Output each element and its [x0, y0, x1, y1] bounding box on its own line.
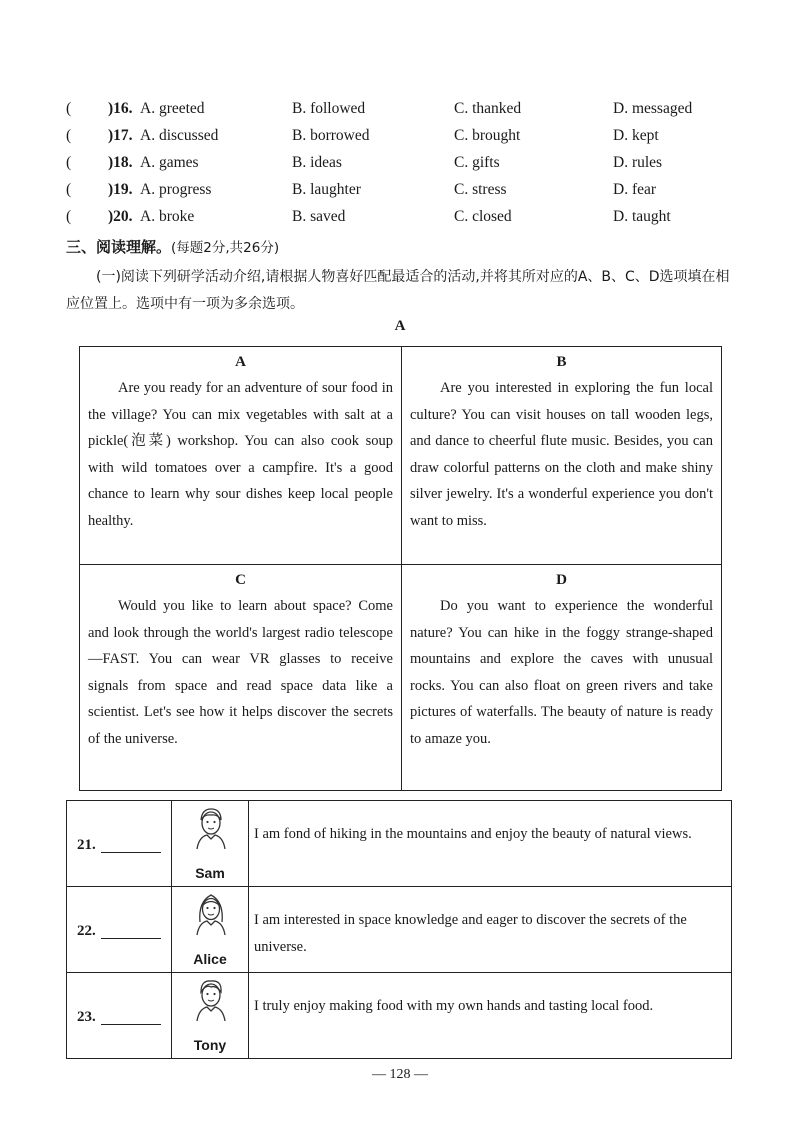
page-number: — 128 — [372, 1067, 428, 1082]
person-name: Tony [193, 1037, 227, 1053]
activity-a [80, 347, 402, 565]
section-title: 三、阅读理解。 [66, 238, 172, 256]
option-c: C. closed [454, 208, 512, 225]
person-cell [172, 801, 249, 886]
option-d: D. rules [613, 154, 663, 171]
activity-text: Are you ready for an adventure of sour food in the village? You can mix vegetables with salt at a pickle(泡菜) workshop. You can also cook soup with wild tomatoes over a campfire. It's a good chance to learn why sour dishes keep local people healthy. [88, 380, 393, 529]
activity-label: D [556, 572, 567, 588]
question-number: )17. [108, 127, 133, 144]
person-name: Sam [195, 865, 225, 881]
option-a: A. games [140, 154, 199, 171]
activity-b [402, 347, 721, 565]
activity-label: C [235, 572, 246, 588]
person-cell [172, 887, 249, 972]
boy-avatar-icon [194, 806, 228, 850]
option-c: C. thanked [454, 100, 522, 117]
question-number: 22. [77, 923, 96, 939]
option-a: A. discussed [140, 127, 219, 144]
option-row-16 [66, 97, 746, 124]
option-b: B. followed [292, 100, 366, 117]
option-c: C. brought [454, 127, 521, 144]
option-b: B. borrowed [292, 127, 370, 144]
option-c: C. gifts [454, 154, 500, 171]
boy-avatar-icon [194, 978, 228, 1022]
answer-paren[interactable]: ( [66, 127, 72, 144]
matching-table [66, 800, 732, 1059]
option-a: A. broke [140, 208, 195, 225]
answer-paren[interactable]: ( [66, 181, 72, 198]
option-d: D. fear [613, 181, 657, 198]
option-a: A. greeted [140, 100, 205, 117]
match-row-22 [67, 887, 731, 973]
answer-blank[interactable] [101, 852, 161, 853]
person-statement: I am fond of hiking in the mountains and enjoy the beauty of natural views. [254, 826, 692, 842]
option-d: D. messaged [613, 100, 693, 117]
section-heading [66, 236, 279, 257]
instructions: (一)阅读下列研学活动介绍,请根据人物喜好匹配最适合的活动,并将其所对应的A、B、C、D选项填在相应位置上。选项中有一项为多余选项。 [66, 269, 730, 312]
option-a: A. progress [140, 181, 212, 198]
person-statement: I truly enjoy making food with my own hands and tasting local food. [254, 998, 654, 1014]
person-cell [172, 973, 249, 1058]
activity-text: Do you want to experience the wonderful nature? You can hike in the foggy strange-shaped mountains and explore the caves with unusual rocks. You can also float on green rivers and take pictures of waterfalls. The beauty of nature is ready to amaze you. [410, 598, 713, 747]
activity-label: B [556, 354, 567, 370]
option-row-19 [66, 178, 746, 205]
option-d: D. kept [613, 127, 659, 144]
girl-avatar-icon [194, 892, 228, 936]
question-number: )16. [108, 100, 133, 117]
question-number: 21. [77, 837, 96, 853]
answer-blank[interactable] [101, 1024, 161, 1025]
activity-text: Would you like to learn about space? Come and look through the world's largest radio telescope—FAST. You can wear VR glasses to receive signals from space and read space data like a scientist. Let's see how it helps discover the secrets of the universe. [88, 598, 393, 747]
option-c: C. stress [454, 181, 507, 198]
option-row-18 [66, 151, 746, 178]
option-b: B. ideas [292, 154, 342, 171]
answer-cell [67, 887, 172, 972]
question-number: 23. [77, 1009, 96, 1025]
passage-label: A [394, 318, 406, 334]
option-b: B. laughter [292, 181, 361, 198]
cloze-options [66, 97, 746, 232]
person-statement: I am interested in space knowledge and eager to discover the secrets of the universe. [254, 912, 687, 955]
answer-blank[interactable] [101, 938, 161, 939]
activities-table [79, 346, 722, 791]
option-d: D. taught [613, 208, 671, 225]
match-row-23 [67, 973, 731, 1058]
answer-cell [67, 973, 172, 1058]
answer-paren[interactable]: ( [66, 208, 72, 225]
option-row-17 [66, 124, 746, 151]
answer-paren[interactable]: ( [66, 100, 72, 117]
question-number: )20. [108, 208, 133, 225]
activity-c [80, 565, 402, 790]
person-name: Alice [193, 951, 227, 967]
match-row-21 [67, 801, 731, 887]
question-number: )19. [108, 181, 133, 198]
activity-text: Are you interested in exploring the fun local culture? You can visit houses on tall wooden legs, and dance to cheerful flute music. Besides, you can draw colorful patterns on the cloth and make shiny silver jewelry. It's a wonderful experience you don't want to miss. [410, 380, 713, 529]
activity-d [402, 565, 721, 790]
activity-label: A [235, 354, 246, 370]
option-row-20 [66, 205, 746, 232]
question-number: )18. [108, 154, 133, 171]
option-b: B. saved [292, 208, 346, 225]
answer-paren[interactable]: ( [66, 154, 72, 171]
section-score-note: (每题2分,共26分) [171, 240, 280, 256]
answer-cell [67, 801, 172, 886]
